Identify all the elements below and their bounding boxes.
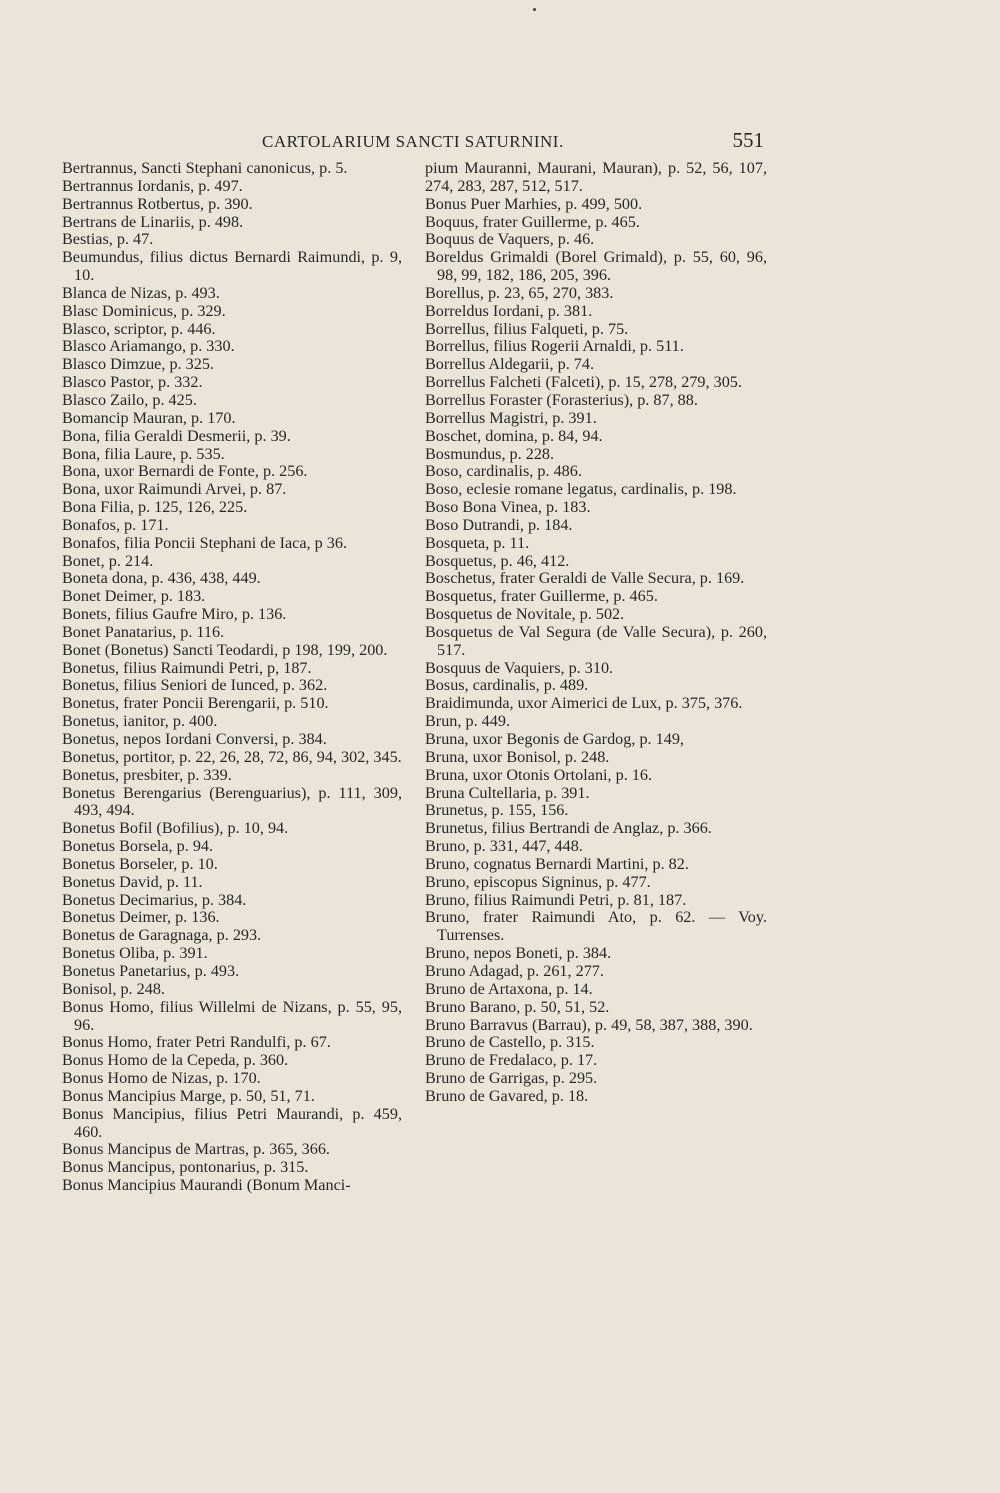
index-entry: Bosquus de Vaquiers, p. 310. xyxy=(425,658,614,677)
index-entry: Bonet, p. 214. xyxy=(62,551,154,570)
index-entry: Bonetus, presbiter, p. 339. xyxy=(62,765,232,784)
index-entry: Blasco Dimzue, p. 325. xyxy=(62,355,214,374)
index-entry: Bertrannus Iordanis, p. 497. xyxy=(62,176,243,195)
index-entry: Bonus Homo de la Cepeda, p. 360. xyxy=(62,1051,289,1070)
index-entry: Bruno Barano, p. 50, 51, 52. xyxy=(425,997,610,1016)
index-entry: Bonetus Deimer, p. 136. xyxy=(62,908,220,927)
index-entry: Bertrans de Linariis, p. 498. xyxy=(62,212,244,231)
index-entry: Bonetus, nepos Iordani Conversi, p. 384. xyxy=(62,730,327,748)
index-entry: Bruno, nepos Boneti, p. 384. xyxy=(425,944,612,963)
index-entry: Bertrannus Rotbertus, p. 390. xyxy=(62,194,253,213)
index-entry: Borreldus Iordani, p. 381. xyxy=(425,301,593,320)
index-entry: Bonus Homo, filius Willelmi de Nizans, p. 55, 95, 96. xyxy=(62,997,402,1034)
index-entry: Bonetus de Garagnaga, p. 293. xyxy=(62,926,262,945)
index-entry: Borrellus, filius Rogerii Arnaldi, p. 511. xyxy=(425,337,684,356)
index-column-left xyxy=(62,160,402,1195)
index-entry: Bonetus Decimarius, p. 384. xyxy=(62,890,247,909)
index-entry: Bonetus Panetarius, p. 493. xyxy=(62,961,240,980)
index-entry: Bonetus Borseler, p. 10. xyxy=(62,854,218,873)
index-entry: Blasco Zailo, p. 425. xyxy=(62,390,197,409)
index-entry: Bonus Mancipius Maurandi (Bonum Manci- xyxy=(62,1176,351,1195)
index-entry: Boso, cardinalis, p. 486. xyxy=(425,462,582,481)
index-entry: Bonus Mancipius, filius Petri Maurandi, p. 459, 460. xyxy=(62,1104,402,1141)
index-entry: Blasc Dominicus, p. 329. xyxy=(62,301,226,320)
index-entry: Bonus Puer Marhies, p. 499, 500. xyxy=(425,194,643,213)
index-entry: Bruno, episcopus Signinus, p. 477. xyxy=(425,872,651,891)
index-entry: Bonetus, ianitor, p. 400. xyxy=(62,712,218,731)
index-entry: Bruno de Fredalaco, p. 17. xyxy=(425,1051,598,1070)
index-entry: Bonus Homo de Nizas, p. 170. xyxy=(62,1069,261,1088)
index-entry: Borrellus Foraster (Forasterius), p. 87, 88. xyxy=(425,390,698,409)
index-entry: Boso, eclesie romane legatus, cardinalis, p. 198. xyxy=(425,480,737,499)
index-entry: Bonets, filius Gaufre Miro, p. 136. xyxy=(62,605,287,624)
index-entry: Borellus, p. 23, 65, 270, 383. xyxy=(425,283,614,302)
index-entry: Blasco Ariamango, p. 330. xyxy=(62,337,235,356)
index-entry: Bruno de Artaxona, p. 14. xyxy=(425,979,593,998)
index-entry: Bona, uxor Raimundi Arvei, p. 87. xyxy=(62,480,287,499)
running-title: CARTOLARIUM SANCTI SATURNINI. xyxy=(262,132,564,151)
index-entry: Bruno Barravus (Barrau), p. 49, 58, 387, 388, 390. xyxy=(425,1015,753,1034)
index-entry: Boquus de Vaquers, p. 46. xyxy=(425,230,595,249)
index-entry: Bonetus, filius Raimundi Petri, p, 187. xyxy=(62,658,312,677)
index-entry: Brunetus, filius Bertrandi de Anglaz, p. 366. xyxy=(425,819,712,838)
index-entry: Boso Bona Vinea, p. 183. xyxy=(425,498,591,517)
index-entry: Bruno de Garrigas, p. 295. xyxy=(425,1069,598,1088)
index-entry: Bruno de Castello, p. 315. xyxy=(425,1033,595,1052)
index-entry: Bonetus, filius Seniori de Iunced, p. 362. xyxy=(62,676,328,695)
index-entry: Bruna Cultellaria, p. 391. xyxy=(425,783,590,802)
index-entry: Bonisol, p. 248. xyxy=(62,979,165,998)
index-entry: Bona Filia, p. 125, 126, 225. xyxy=(62,498,248,517)
index-entry: Boschet, domina, p. 84, 94. xyxy=(425,426,603,445)
index-entry: Bosquetus, p. 46, 412. xyxy=(425,551,570,570)
index-entry: Bruno, p. 331, 447, 448. xyxy=(425,837,583,856)
index-entry: Blasco Pastor, p. 332. xyxy=(62,373,203,392)
index-entry: Borrellus Magistri, p. 391. xyxy=(425,408,597,427)
index-entry: Bosquetus de Novitale, p. 502. xyxy=(425,605,625,624)
index-entry: Boquus, frater Guillerme, p. 465. xyxy=(425,212,640,231)
index-entry: Bonetus Bofil (Bofilius), p. 10, 94. xyxy=(62,819,289,838)
index-entry: Bonet Panatarius, p. 116. xyxy=(62,622,225,641)
index-entry: Blasco, scriptor, p. 446. xyxy=(62,319,216,338)
index-entry: Braidimunda, uxor Aimerici de Lux, p. 375, 376. xyxy=(425,694,743,713)
index-entry: Bonetus, frater Poncii Berengarii, p. 510. xyxy=(62,694,329,713)
index-entry: Bruno Adagad, p. 261, 277. xyxy=(425,961,604,980)
index-entry: pium Mauranni, Maurani, Mauran), p. 52, 56, 107, 274, 283, 287, 512, 517. xyxy=(425,159,767,195)
index-column-right xyxy=(425,160,767,1106)
index-entry: Blanca de Nizas, p. 493. xyxy=(62,283,220,302)
index-entry: Bruna, uxor Otonis Ortolani, p. 16. xyxy=(425,765,653,784)
index-entry: Bomancip Mauran, p. 170. xyxy=(62,408,236,427)
index-entry: Bosmundus, p. 228. xyxy=(425,444,555,463)
index-entry: Bosquetus de Val Segura (de Valle Secura), p. 260, 517. xyxy=(425,622,767,659)
index-entry: Boreldus Grimaldi (Borel Grimald), p. 55, 60, 96, 98, 99, 182, 186, 205, 396. xyxy=(425,248,767,285)
index-entry: Bonet (Bonetus) Sancti Teodardi, p 198, 199, 200. xyxy=(62,640,388,659)
index-entry: Bonafos, p. 171. xyxy=(62,515,169,534)
printer-mark xyxy=(533,8,536,11)
index-entry: Bosus, cardinalis, p. 489. xyxy=(425,676,589,695)
index-entry: Bonet Deimer, p. 183. xyxy=(62,587,206,606)
index-entry: Bonafos, filia Poncii Stephani de Iaca, p 36. xyxy=(62,533,348,552)
index-entry: Bruno de Gavared, p. 18. xyxy=(425,1086,589,1105)
index-entry: Bosqueta, p. 11. xyxy=(425,533,530,552)
index-entry: Bonetus Berengarius (Berenguarius), p. 111, 309, 493, 494. xyxy=(62,783,402,820)
index-entry: Borrellus, filius Falqueti, p. 75. xyxy=(425,319,629,338)
index-entry: Bonetus, portitor, p. 22, 26, 28, 72, 86, 94, 302, 345. xyxy=(62,747,402,766)
index-entry: Bruno, cognatus Bernardi Martini, p. 82. xyxy=(425,854,689,873)
index-entry: Bonus Mancipus de Martras, p. 365, 366. xyxy=(62,1140,330,1159)
index-entry: Boschetus, frater Geraldi de Valle Secura, p. 169. xyxy=(425,569,745,588)
index-entry: Bruno, frater Raimundi Ato, p. 62. — Voy. Turrenses. xyxy=(425,908,767,945)
page-number: 551 xyxy=(732,128,764,152)
index-entry: Bonetus Borsela, p. 94. xyxy=(62,837,214,856)
page-header xyxy=(62,128,764,153)
index-entry: Brunetus, p. 155, 156. xyxy=(425,801,569,820)
index-entry: Bona, filia Laure, p. 535. xyxy=(62,444,225,463)
index-entry: Borrellus Falcheti (Falceti), p. 15, 278, 279, 305. xyxy=(425,373,742,392)
index-entry: Bruna, uxor Begonis de Gardog, p. 149, xyxy=(425,730,684,748)
index-entry: Bruna, uxor Bonisol, p. 248. xyxy=(425,747,610,766)
index-entry: Bonus Mancipus, pontonarius, p. 315. xyxy=(62,1158,309,1177)
index-entry: Bona, filia Geraldi Desmerii, p. 39. xyxy=(62,426,291,445)
index-entry: Bestias, p. 47. xyxy=(62,230,154,249)
index-entry: Boneta dona, p. 436, 438, 449. xyxy=(62,569,261,588)
index-entry: Bonus Homo, frater Petri Randulfi, p. 67. xyxy=(62,1033,331,1052)
index-entry: Boso Dutrandi, p. 184. xyxy=(425,515,573,534)
index-entry: Bruno, filius Raimundi Petri, p. 81, 187. xyxy=(425,890,687,909)
index-entry: Bertrannus, Sancti Stephani canonicus, p. 5. xyxy=(62,159,348,177)
index-entry: Brun, p. 449. xyxy=(425,712,510,731)
index-entry: Bonus Mancipius Marge, p. 50, 51, 71. xyxy=(62,1086,315,1105)
index-entry: Bosquetus, frater Guillerme, p. 465. xyxy=(425,587,658,606)
index-entry: Bonetus Oliba, p. 391. xyxy=(62,944,208,963)
index-entry: Beumundus, filius dictus Bernardi Raimundi, p. 9, 10. xyxy=(62,248,402,285)
index-entry: Bona, uxor Bernardi de Fonte, p. 256. xyxy=(62,462,308,481)
index-entry: Borrellus Aldegarii, p. 74. xyxy=(425,355,595,374)
index-entry: Bonetus David, p. 11. xyxy=(62,872,203,891)
